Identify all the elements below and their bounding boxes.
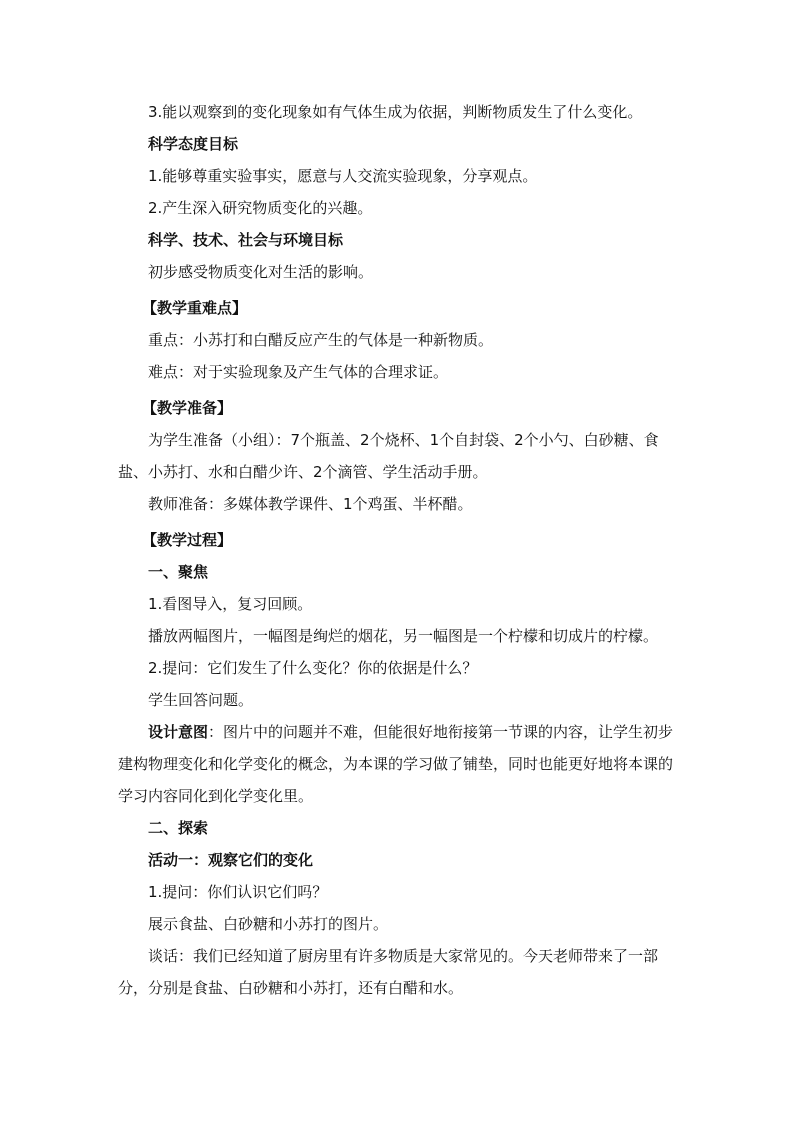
sts-item: 初步感受物质变化对生活的影响。 <box>148 263 374 281</box>
subsection-heading-focus: 一、聚焦 <box>148 563 209 581</box>
section-heading-key-points: 【教学重难点】 <box>142 299 248 317</box>
section-heading-attitude: 科学态度目标 <box>148 135 239 153</box>
section-heading-process: 【教学过程】 <box>142 531 233 549</box>
section-heading-sts: 科学、技术、社会与环境目标 <box>148 231 344 249</box>
activity-heading-1: 活动一：观察它们的变化 <box>148 851 314 869</box>
activity-step-1-detail: 展示食盐、白砂糖和小苏打的图片。 <box>148 915 389 933</box>
document-body <box>118 96 678 1004</box>
design-intent-label: 设计意图 <box>148 723 209 741</box>
talk-paragraph: 谈话：我们已经知道了厨房里有许多物质是大家常见的。今天老师带来了一部分，分别是食盐、白砂糖和小苏打，还有白醋和水。 <box>118 947 659 997</box>
focus-step-2-detail: 学生回答问题。 <box>148 691 254 709</box>
attitude-item-2: 2.产生深入研究物质变化的兴趣。 <box>148 199 373 217</box>
design-intent-text: ：图片中的问题并不难，但能很好地衔接第一节课的内容，让学生初步建构物理变化和化学变化的概念，为本课的学习做了铺垫，同时也能更好地将本课的学习内容同化到化学变化里。 <box>118 723 674 805</box>
key-point: 重点：小苏打和白醋反应产生的气体是一种新物质。 <box>148 331 494 349</box>
student-preparation: 为学生准备（小组）：7个瓶盖、2个烧杯、1个自封袋、2个小勺、白砂糖、食盐、小苏打、水和白醋少许、2个滴管、学生活动手册。 <box>118 431 659 481</box>
section-heading-preparation: 【教学准备】 <box>142 399 233 417</box>
teacher-preparation: 教师准备：多媒体教学课件、1个鸡蛋、半杯醋。 <box>148 495 473 513</box>
subsection-heading-explore: 二、探索 <box>148 819 209 837</box>
focus-step-1: 1.看图导入，复习回顾。 <box>148 595 313 613</box>
activity-step-1: 1.提问：你们认识它们吗？ <box>148 883 328 901</box>
focus-step-1-detail: 播放两幅图片，一幅图是绚烂的烟花，另一幅图是一个柠檬和切成片的柠檬。 <box>148 627 659 645</box>
attitude-item-1: 1.能够尊重实验事实，愿意与人交流实验现象，分享观点。 <box>148 167 538 185</box>
design-intent-paragraph <box>118 716 678 812</box>
objective-line: 3.能以观察到的变化现象如有气体生成为依据，判断物质发生了什么变化。 <box>148 103 643 121</box>
focus-step-2: 2.提问：它们发生了什么变化？你的依据是什么？ <box>148 659 478 677</box>
difficult-point: 难点：对于实验现象及产生气体的合理求证。 <box>148 363 449 381</box>
